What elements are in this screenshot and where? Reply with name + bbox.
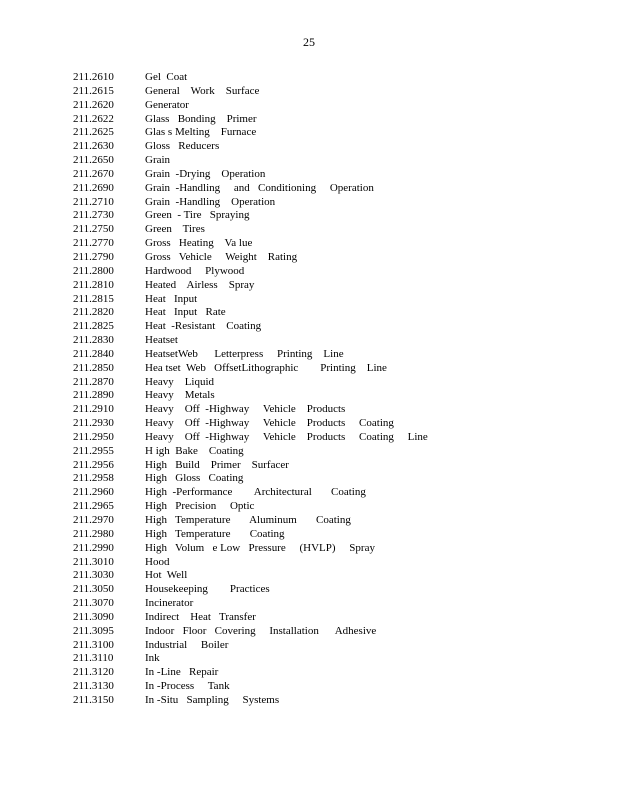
section-number: 211.2830 (73, 334, 114, 347)
defined-term: Green - Tire Spraying (145, 209, 250, 222)
definition-row (73, 403, 613, 417)
defined-term: Heavy Liquid (145, 375, 215, 388)
section-number: 211.2650 (73, 154, 114, 167)
defined-term: High Volum e Low Pressure (HVLP) Spray (145, 541, 375, 554)
defined-term: H igh Bake Coating (145, 444, 244, 457)
section-number: 211.2958 (73, 472, 114, 485)
defined-term: Heavy Off -Highway Vehicle Products Coating Line (145, 430, 428, 443)
definition-row (73, 569, 613, 583)
section-number: 211.2625 (73, 126, 114, 139)
defined-term: Ink (145, 652, 160, 665)
definition-row (73, 348, 613, 362)
defined-term: Hardwood Plywood (145, 264, 245, 277)
defined-term: High Temperature Coating (145, 527, 285, 540)
section-number: 211.2820 (73, 306, 114, 319)
section-number: 211.2910 (73, 403, 114, 416)
defined-term: Grain -Drying Operation (145, 167, 266, 180)
section-number: 211.2955 (73, 444, 114, 457)
definition-list (73, 71, 613, 708)
defined-term: Gross Vehicle Weight Rating (145, 250, 298, 263)
section-number: 211.2840 (73, 347, 114, 360)
section-number: 211.2980 (73, 527, 114, 540)
definition-row (73, 320, 613, 334)
section-number: 211.2622 (73, 112, 114, 125)
definition-row (73, 126, 613, 140)
defined-term: Indirect Heat Transfer (145, 610, 256, 623)
defined-term: In -Process Tank (145, 680, 230, 693)
section-number: 211.2710 (73, 195, 114, 208)
definition-row (73, 376, 613, 390)
defined-term: Grain -Handling and Conditioning Operation (145, 181, 374, 194)
definition-row (73, 445, 613, 459)
definition-row (73, 279, 613, 293)
section-number: 211.2850 (73, 361, 114, 374)
defined-term: Gross Heating Va lue (145, 237, 253, 250)
section-number: 211.3100 (73, 638, 114, 651)
defined-term: General Work Surface (145, 84, 260, 97)
defined-term: Heavy Off -Highway Vehicle Products (145, 403, 346, 416)
defined-term: In -Situ Sampling Systems (145, 693, 280, 706)
section-number: 211.3150 (73, 693, 114, 706)
definition-row (73, 652, 613, 666)
section-number: 211.2810 (73, 278, 114, 291)
definition-row (73, 431, 613, 445)
definition-row (73, 251, 613, 265)
section-number: 211.2610 (73, 71, 114, 83)
section-number: 211.2870 (73, 375, 114, 388)
definition-row (73, 500, 613, 514)
section-number: 211.3030 (73, 569, 114, 582)
definition-row (73, 625, 613, 639)
defined-term: Heatset (145, 334, 178, 347)
defined-term: Incinerator (145, 597, 194, 610)
section-number: 211.2990 (73, 541, 114, 554)
page-number: 25 (303, 35, 315, 49)
definition-row (73, 71, 613, 85)
section-number: 211.2630 (73, 140, 114, 153)
defined-term: Heavy Metals (145, 389, 215, 402)
defined-term: Heated Airless Spray (145, 278, 255, 291)
definition-row (73, 196, 613, 210)
section-number: 211.3090 (73, 610, 114, 623)
section-number: 211.2950 (73, 430, 114, 443)
section-number: 211.3120 (73, 666, 114, 679)
section-number: 211.2790 (73, 250, 114, 263)
definition-row (73, 514, 613, 528)
definition-row (73, 417, 613, 431)
definition-row (73, 583, 613, 597)
defined-term: Heat Input (145, 292, 198, 305)
section-number: 211.2690 (73, 181, 114, 194)
defined-term: Glass Bonding Primer (145, 112, 257, 125)
section-number: 211.2620 (73, 98, 114, 111)
section-number: 211.2965 (73, 500, 114, 513)
definition-row (73, 542, 613, 556)
section-number: 211.3110 (73, 652, 114, 665)
defined-term: Glas s Melting Furnace (145, 126, 257, 139)
definition-row (73, 666, 613, 680)
section-number: 211.2750 (73, 223, 114, 236)
definition-row (73, 182, 613, 196)
definition-row (73, 486, 613, 500)
definition-row (73, 223, 613, 237)
section-number: 211.3095 (73, 624, 114, 637)
definition-row (73, 168, 613, 182)
defined-term: Heavy Off -Highway Vehicle Products Coating (145, 417, 394, 430)
defined-term: Grain -Handling Operation (145, 195, 276, 208)
section-number: 211.2730 (73, 209, 114, 222)
definition-row (73, 611, 613, 625)
section-number: 211.2800 (73, 264, 114, 277)
section-number: 211.2770 (73, 237, 114, 250)
defined-term: Hot Well (145, 569, 188, 582)
definition-row (73, 680, 613, 694)
definition-row (73, 306, 613, 320)
defined-term: HeatsetWeb Letterpress Printing Line (145, 347, 344, 360)
definition-row (73, 597, 613, 611)
definition-row (73, 99, 613, 113)
definition-row (73, 694, 613, 708)
defined-term: Green Tires (145, 223, 205, 236)
definition-row (73, 293, 613, 307)
defined-term: Heat -Resistant Coating (145, 320, 262, 333)
defined-term: Housekeeping Practices (145, 583, 270, 596)
section-number: 211.2815 (73, 292, 114, 305)
section-number: 211.2890 (73, 389, 114, 402)
section-number: 211.3050 (73, 583, 114, 596)
defined-term: Grain (145, 154, 171, 167)
section-number: 211.2670 (73, 167, 114, 180)
definition-row (73, 209, 613, 223)
section-number: 211.2970 (73, 514, 114, 526)
defined-term: Indoor Floor Covering Installation Adhesive (145, 624, 377, 637)
defined-term: Hood (145, 555, 170, 568)
section-number: 211.3130 (73, 680, 114, 693)
defined-term: Hea tset Web OffsetLithographic Printing Line (145, 361, 387, 374)
definition-row (73, 472, 613, 486)
definition-row (73, 528, 613, 542)
definition-row (73, 113, 613, 127)
defined-term: High Temperature Aluminum Coating (145, 514, 351, 526)
defined-term: High -Performance Architectural Coating (145, 486, 366, 499)
definition-row (73, 459, 613, 473)
definition-row (73, 639, 613, 653)
definition-row (73, 389, 613, 403)
definition-row (73, 556, 613, 570)
definition-row (73, 237, 613, 251)
definition-row (73, 154, 613, 168)
definition-row (73, 362, 613, 376)
section-number: 211.2930 (73, 417, 114, 430)
section-number: 211.2825 (73, 320, 114, 333)
section-number: 211.2956 (73, 458, 114, 471)
defined-term: Gel Coat (145, 71, 188, 83)
defined-term: High Precision Optic (145, 500, 255, 513)
section-number: 211.2960 (73, 486, 114, 499)
defined-term: Generator (145, 98, 189, 111)
defined-term: Heat Input Rate (145, 306, 226, 319)
section-number: 211.3070 (73, 597, 114, 610)
defined-term: In -Line Repair (145, 666, 219, 679)
definition-row (73, 140, 613, 154)
section-number: 211.2615 (73, 84, 114, 97)
section-number: 211.3010 (73, 555, 114, 568)
defined-term: Gloss Reducers (145, 140, 220, 153)
definition-row (73, 85, 613, 99)
definition-row (73, 265, 613, 279)
definition-row (73, 334, 613, 348)
defined-term: High Gloss Coating (145, 472, 244, 485)
defined-term: High Build Primer Surfacer (145, 458, 289, 471)
defined-term: Industrial Boiler (145, 638, 229, 651)
